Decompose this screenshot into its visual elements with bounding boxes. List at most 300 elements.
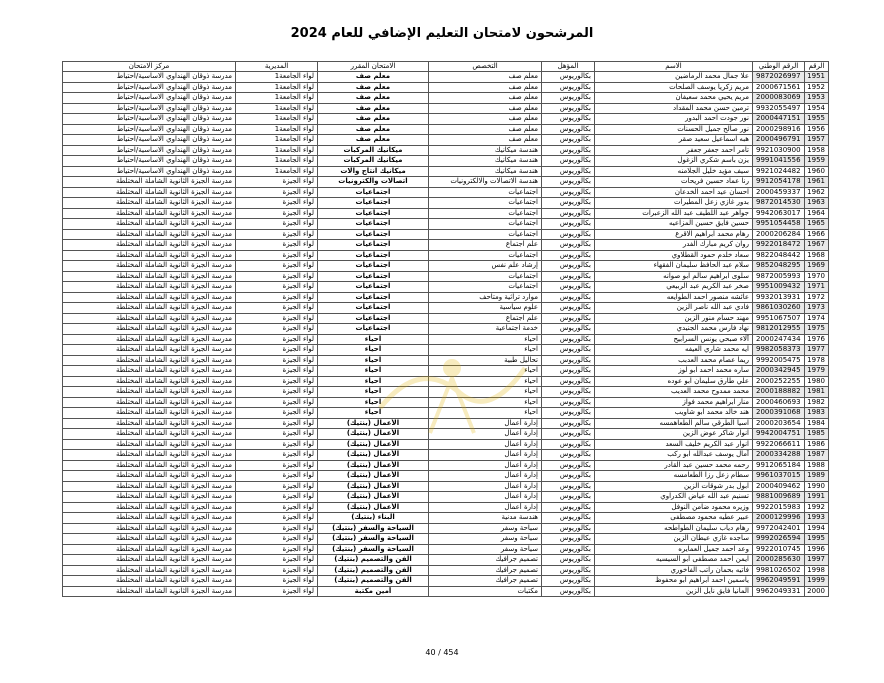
exam-center-cell: مدرسة الجيزة الثانوية الشاملة المختلطة <box>63 366 236 377</box>
directorate-cell: لواء الجيزة <box>236 324 318 335</box>
national-id-cell: 2000391068 <box>753 408 805 419</box>
exam-center-cell: مدرسة ذوقان الهنداوي الاساسية/احتياط <box>63 156 236 167</box>
national-id-cell: 2000671561 <box>753 82 805 93</box>
row-number-cell: 1966 <box>805 229 829 240</box>
row-number-cell: 1965 <box>805 219 829 230</box>
row-number-cell: 1967 <box>805 240 829 251</box>
qualification-cell: بكالوريوس <box>542 355 595 366</box>
specialty-cell: احياء <box>429 334 542 345</box>
exam-center-cell: مدرسة الجيزة الثانوية الشاملة المختلطة <box>63 271 236 282</box>
national-id-cell: 2000409462 <box>753 481 805 492</box>
exam-cell: السياحة والسفر (بنتيك) <box>318 523 429 534</box>
table-row <box>63 156 829 167</box>
national-id-cell: 2000188882 <box>753 387 805 398</box>
exam-cell: اجتماعيات <box>318 292 429 303</box>
national-id-cell: 9962049331 <box>753 586 805 597</box>
directorate-cell: لواء الجامعة1 <box>236 72 318 83</box>
row-number-cell: 1990 <box>805 481 829 492</box>
table-row <box>63 198 829 209</box>
name-cell: روان كريم مبارك الفدر <box>595 240 753 251</box>
table-row <box>63 450 829 461</box>
directorate-cell: لواء الجيزة <box>236 366 318 377</box>
directorate-cell: لواء الجيزة <box>236 418 318 429</box>
qualification-cell: بكالوريوس <box>542 324 595 335</box>
qualification-cell: بكالوريوس <box>542 187 595 198</box>
name-cell: ترمين حسن محمد المقداد <box>595 103 753 114</box>
qualification-cell: بكالوريوس <box>542 534 595 545</box>
row-number-cell: 1984 <box>805 418 829 429</box>
header-cell: الرقم <box>805 62 829 72</box>
national-id-cell: 9932013931 <box>753 292 805 303</box>
qualification-cell: بكالوريوس <box>542 292 595 303</box>
national-id-cell: 9922066611 <box>753 439 805 450</box>
national-id-cell: 9922018472 <box>753 240 805 251</box>
specialty-cell: إدارة أعمال <box>429 492 542 503</box>
header-cell: الامتحان المقرر <box>318 62 429 72</box>
table-body <box>63 72 829 597</box>
exam-center-cell: مدرسة الجيزة الثانوية الشاملة المختلطة <box>63 261 236 272</box>
row-number-cell: 1988 <box>805 460 829 471</box>
specialty-cell: هندسة ميكانيك <box>429 156 542 167</box>
qualification-cell: بكالوريوس <box>542 250 595 261</box>
directorate-cell: لواء الجيزة <box>236 408 318 419</box>
national-id-cell: 9932055497 <box>753 103 805 114</box>
exam-cell: الأعمال (بنتيك) <box>318 460 429 471</box>
specialty-cell: هندسة ميكانيك <box>429 145 542 156</box>
specialty-cell: سياحة وسفر <box>429 534 542 545</box>
directorate-cell: لواء الجيزة <box>236 429 318 440</box>
specialty-cell: تصميم جرافيك <box>429 576 542 587</box>
row-number-cell: 1968 <box>805 250 829 261</box>
exam-center-cell: مدرسة الجيزة الثانوية الشاملة المختلطة <box>63 460 236 471</box>
directorate-cell: لواء الجيزة <box>236 303 318 314</box>
qualification-cell: بكالوريوس <box>542 513 595 524</box>
exam-cell: اجتماعيات <box>318 187 429 198</box>
national-id-cell: 9981026502 <box>753 565 805 576</box>
exam-center-cell: مدرسة الجيزة الثانوية الشاملة المختلطة <box>63 418 236 429</box>
name-cell: تسنيم عبد الله عياض الكدراوي <box>595 492 753 503</box>
header-cell: التخصص <box>429 62 542 72</box>
national-id-cell: 9922015983 <box>753 502 805 513</box>
name-cell: ابول بدر شوقات الزين <box>595 481 753 492</box>
name-cell: ساره محمد احمد ابو لوز <box>595 366 753 377</box>
directorate-cell: لواء الجيزة <box>236 355 318 366</box>
directorate-cell: لواء الجامعة1 <box>236 145 318 156</box>
name-cell: سعاد خلدم حمود القطلاوي <box>595 250 753 261</box>
directorate-cell: لواء الجيزة <box>236 313 318 324</box>
specialty-cell: اجتماعيات <box>429 187 542 198</box>
name-cell: هند خالد محمد ابو شاويب <box>595 408 753 419</box>
row-number-cell: 1980 <box>805 376 829 387</box>
qualification-cell: بكالوريوس <box>542 387 595 398</box>
row-number-cell: 1971 <box>805 282 829 293</box>
exam-center-cell: مدرسة الجيزة الثانوية الشاملة المختلطة <box>63 387 236 398</box>
qualification-cell: بكالوريوس <box>542 492 595 503</box>
exam-center-cell: مدرسة ذوقان الهنداوي الاساسية/احتياط <box>63 72 236 83</box>
qualification-cell: بكالوريوس <box>542 198 595 209</box>
exam-center-cell: مدرسة الجيزة الثانوية الشاملة المختلطة <box>63 345 236 356</box>
exam-center-cell: مدرسة الجيزة الثانوية الشاملة المختلطة <box>63 544 236 555</box>
directorate-cell: لواء الجيزة <box>236 376 318 387</box>
table-row <box>63 187 829 198</box>
directorate-cell: لواء الجيزة <box>236 250 318 261</box>
specialty-cell: إدارة أعمال <box>429 439 542 450</box>
row-number-cell: 1995 <box>805 534 829 545</box>
table-row <box>63 460 829 471</box>
table-row <box>63 303 829 314</box>
table-row <box>63 324 829 335</box>
qualification-cell: بكالوريوس <box>542 565 595 576</box>
qualification-cell: بكالوريوس <box>542 429 595 440</box>
directorate-cell: لواء الجامعة1 <box>236 135 318 146</box>
national-id-cell: 9852048295 <box>753 261 805 272</box>
row-number-cell: 1953 <box>805 93 829 104</box>
national-id-cell: 9921024482 <box>753 166 805 177</box>
directorate-cell: لواء الجيزة <box>236 219 318 230</box>
national-id-cell: 9872014530 <box>753 198 805 209</box>
national-id-cell: 2000247434 <box>753 334 805 345</box>
table-row <box>63 334 829 345</box>
name-cell: سلوى ابراهيم سالم ابو صوانه <box>595 271 753 282</box>
table-row <box>63 208 829 219</box>
name-cell: نور صالح جميل الحسنات <box>595 124 753 135</box>
specialty-cell: احياء <box>429 376 542 387</box>
name-cell: حسين فايق حسين المزاعيه <box>595 219 753 230</box>
exam-cell: اجتماعيات <box>318 303 429 314</box>
table-row <box>63 250 829 261</box>
qualification-cell: بكالوريوس <box>542 334 595 345</box>
qualification-cell: بكالوريوس <box>542 82 595 93</box>
table-row <box>63 145 829 156</box>
table-row <box>63 355 829 366</box>
qualification-cell: بكالوريوس <box>542 208 595 219</box>
national-id-cell: 2000334288 <box>753 450 805 461</box>
qualification-cell: بكالوريوس <box>542 481 595 492</box>
qualification-cell: بكالوريوس <box>542 471 595 482</box>
qualification-cell: بكالوريوس <box>542 156 595 167</box>
exam-cell: أمين مكتبة <box>318 586 429 597</box>
exam-cell: السياحة والسفر (بنتيك) <box>318 534 429 545</box>
table-row <box>63 271 829 282</box>
name-cell: رنا عماد حسين فريحات <box>595 177 753 188</box>
exam-cell: احياء <box>318 408 429 419</box>
name-cell: نور جودت احمد البدور <box>595 114 753 125</box>
exam-center-cell: مدرسة الجيزة الثانوية الشاملة المختلطة <box>63 313 236 324</box>
table-row <box>63 82 829 93</box>
row-number-cell: 1955 <box>805 114 829 125</box>
table-row <box>63 103 829 114</box>
exam-center-cell: مدرسة الجيزة الثانوية الشاملة المختلطة <box>63 523 236 534</box>
directorate-cell: لواء الجيزة <box>236 492 318 503</box>
qualification-cell: بكالوريوس <box>542 124 595 135</box>
exam-center-cell: مدرسة الجيزة الثانوية الشاملة المختلطة <box>63 187 236 198</box>
exam-center-cell: مدرسة ذوقان الهنداوي الاساسية/احتياط <box>63 166 236 177</box>
qualification-cell: بكالوريوس <box>542 93 595 104</box>
directorate-cell: لواء الجيزة <box>236 544 318 555</box>
qualification-cell: بكالوريوس <box>542 166 595 177</box>
table-row <box>63 565 829 576</box>
exam-center-cell: مدرسة الجيزة الثانوية الشاملة المختلطة <box>63 177 236 188</box>
specialty-cell: اجتماعيات <box>429 282 542 293</box>
exam-center-cell: مدرسة الجيزة الثانوية الشاملة المختلطة <box>63 240 236 251</box>
specialty-cell: معلم صف <box>429 103 542 114</box>
directorate-cell: لواء الجيزة <box>236 523 318 534</box>
directorate-cell: لواء الجيزة <box>236 502 318 513</box>
exam-cell: ميكانيك المركبات <box>318 156 429 167</box>
exam-cell: احياء <box>318 397 429 408</box>
national-id-cell: 9861030260 <box>753 303 805 314</box>
directorate-cell: لواء الجيزة <box>236 555 318 566</box>
name-cell: وعد احمد جميل العمايره <box>595 544 753 555</box>
national-id-cell: 9822048442 <box>753 250 805 261</box>
exam-center-cell: مدرسة الجيزة الثانوية الشاملة المختلطة <box>63 408 236 419</box>
header-cell: الاسم <box>595 62 753 72</box>
qualification-cell: بكالوريوس <box>542 523 595 534</box>
specialty-cell: احياء <box>429 408 542 419</box>
directorate-cell: لواء الجيزة <box>236 439 318 450</box>
national-id-cell: 9942063017 <box>753 208 805 219</box>
table-row <box>63 555 829 566</box>
table-row <box>63 135 829 146</box>
qualification-cell: بكالوريوس <box>542 313 595 324</box>
directorate-cell: لواء الجيزة <box>236 450 318 461</box>
page-title: المرشحون لامتحان التعليم الإضافي للعام 2024 <box>290 26 594 41</box>
table-row <box>63 177 829 188</box>
national-id-cell: 9872026997 <box>753 72 805 83</box>
exam-center-cell: مدرسة الجيزة الثانوية الشاملة المختلطة <box>63 208 236 219</box>
row-number-cell: 1972 <box>805 292 829 303</box>
specialty-cell: اجتماعيات <box>429 271 542 282</box>
name-cell: رحمه محمد حسين عبد القادر <box>595 460 753 471</box>
exam-cell: معلم صف <box>318 135 429 146</box>
table-row <box>63 544 829 555</box>
exam-cell: معلم صف <box>318 93 429 104</box>
table-header-row <box>63 62 829 72</box>
national-id-cell: 9872005993 <box>753 271 805 282</box>
specialty-cell: تصميم جرافيك <box>429 555 542 566</box>
exam-center-cell: مدرسة الجيزة الثانوية الشاملة المختلطة <box>63 282 236 293</box>
directorate-cell: لواء الجيزة <box>236 576 318 587</box>
national-id-cell: 2000129996 <box>753 513 805 524</box>
directorate-cell: لواء الجيزة <box>236 208 318 219</box>
qualification-cell: بكالوريوس <box>542 439 595 450</box>
directorate-cell: لواء الجيزة <box>236 471 318 482</box>
row-number-cell: 1996 <box>805 544 829 555</box>
directorate-cell: لواء الجيزة <box>236 481 318 492</box>
exam-center-cell: مدرسة الجيزة الثانوية الشاملة المختلطة <box>63 439 236 450</box>
row-number-cell: 1998 <box>805 565 829 576</box>
qualification-cell: بكالوريوس <box>542 345 595 356</box>
national-id-cell: 2000460693 <box>753 397 805 408</box>
national-id-cell: 9812012955 <box>753 324 805 335</box>
row-number-cell: 1989 <box>805 471 829 482</box>
exam-center-cell: مدرسة الجيزة الثانوية الشاملة المختلطة <box>63 492 236 503</box>
directorate-cell: لواء الجيزة <box>236 177 318 188</box>
directorate-cell: لواء الجيزة <box>236 397 318 408</box>
name-cell: سلام عبد الحافظ سليمان الفقهاء <box>595 261 753 272</box>
exam-center-cell: مدرسة الجيزة الثانوية الشاملة المختلطة <box>63 429 236 440</box>
exam-center-cell: مدرسة ذوقان الهنداوي الاساسية/احتياط <box>63 135 236 146</box>
specialty-cell: هندسة الاتصالات والالكترونيات <box>429 177 542 188</box>
national-id-cell: 9951067507 <box>753 313 805 324</box>
directorate-cell: لواء الجيزة <box>236 282 318 293</box>
table-row <box>63 387 829 398</box>
specialty-cell: معلم صف <box>429 93 542 104</box>
exam-center-cell: مدرسة الجيزة الثانوية الشاملة المختلطة <box>63 198 236 209</box>
row-number-cell: 1979 <box>805 366 829 377</box>
name-cell: رهام دياب سليمان الطواطحه <box>595 523 753 534</box>
national-id-cell: 2000496791 <box>753 135 805 146</box>
specialty-cell: علم اجتماع <box>429 240 542 251</box>
row-number-cell: 1960 <box>805 166 829 177</box>
qualification-cell: بكالوريوس <box>542 240 595 251</box>
row-number-cell: 1978 <box>805 355 829 366</box>
national-id-cell: 9991041556 <box>753 156 805 167</box>
national-id-cell: 9922010745 <box>753 544 805 555</box>
candidates-table-wrapper <box>62 61 828 597</box>
name-cell: ايه محمد شاري العيفه <box>595 345 753 356</box>
directorate-cell: لواء الجامعة1 <box>236 93 318 104</box>
exam-cell: اجتماعيات <box>318 229 429 240</box>
qualification-cell: بكالوريوس <box>542 502 595 513</box>
table-row <box>63 93 829 104</box>
specialty-cell: معلم صف <box>429 82 542 93</box>
exam-center-cell: مدرسة الجيزة الثانوية الشاملة المختلطة <box>63 397 236 408</box>
exam-cell: معلم صف <box>318 124 429 135</box>
qualification-cell: بكالوريوس <box>542 544 595 555</box>
qualification-cell: بكالوريوس <box>542 135 595 146</box>
row-number-cell: 1951 <box>805 72 829 83</box>
directorate-cell: لواء الجامعة1 <box>236 82 318 93</box>
name-cell: فاتيه بحمان راتب الفاخوري <box>595 565 753 576</box>
directorate-cell: لواء الجيزة <box>236 334 318 345</box>
name-cell: علا جمال محمد الرماضين <box>595 72 753 83</box>
row-number-cell: 1993 <box>805 513 829 524</box>
name-cell: آلاء صبحي يونس السرابيح <box>595 334 753 345</box>
exam-center-cell: مدرسة الجيزة الثانوية الشاملة المختلطة <box>63 502 236 513</box>
national-id-cell: 9982058373 <box>753 345 805 356</box>
qualification-cell: بكالوريوس <box>542 303 595 314</box>
name-cell: نهاد فارس محمد الجنيدي <box>595 324 753 335</box>
row-number-cell: 1987 <box>805 450 829 461</box>
specialty-cell: هندسة مدنية <box>429 513 542 524</box>
table-row <box>63 124 829 135</box>
exam-center-cell: مدرسة الجيزة الثانوية الشاملة المختلطة <box>63 250 236 261</box>
name-cell: انوار عبد الكريم خليف السعد <box>595 439 753 450</box>
exam-cell: معلم صف <box>318 72 429 83</box>
specialty-cell: اجتماعيات <box>429 229 542 240</box>
table-row <box>63 481 829 492</box>
specialty-cell: سياحة وسفر <box>429 544 542 555</box>
name-cell: ريما عصام محمد العدبب <box>595 355 753 366</box>
specialty-cell: اجتماعيات <box>429 208 542 219</box>
qualification-cell: بكالوريوس <box>542 114 595 125</box>
exam-center-cell: مدرسة الجيزة الثانوية الشاملة المختلطة <box>63 229 236 240</box>
specialty-cell: إدارة أعمال <box>429 481 542 492</box>
exam-cell: اجتماعيات <box>318 282 429 293</box>
exam-cell: احياء <box>318 366 429 377</box>
row-number-cell: 2000 <box>805 586 829 597</box>
name-cell: اسيا الطرقي سالم الطعاهمسه <box>595 418 753 429</box>
specialty-cell: إدارة أعمال <box>429 471 542 482</box>
national-id-cell: 9912054178 <box>753 177 805 188</box>
specialty-cell: سياحة وسفر <box>429 523 542 534</box>
name-cell: صخر عبد الكريم عبد الربيعي <box>595 282 753 293</box>
exam-cell: اجتماعيات <box>318 240 429 251</box>
exam-cell: البناء (بنتيك) <box>318 513 429 524</box>
exam-center-cell: مدرسة الجيزة الثانوية الشاملة المختلطة <box>63 376 236 387</box>
national-id-cell: 2000252255 <box>753 376 805 387</box>
table-row <box>63 513 829 524</box>
directorate-cell: لواء الجامعة1 <box>236 103 318 114</box>
qualification-cell: بكالوريوس <box>542 271 595 282</box>
directorate-cell: لواء الجيزة <box>236 187 318 198</box>
exam-cell: اجتماعيات <box>318 324 429 335</box>
exam-center-cell: مدرسة الجيزة الثانوية الشاملة المختلطة <box>63 324 236 335</box>
name-cell: هبه اسماعيل سعيد صقر <box>595 135 753 146</box>
directorate-cell: لواء الجيزة <box>236 198 318 209</box>
specialty-cell: إدارة أعمال <box>429 450 542 461</box>
row-number-cell: 1994 <box>805 523 829 534</box>
row-number-cell: 1956 <box>805 124 829 135</box>
exam-cell: السياحة والسفر (بنتيك) <box>318 544 429 555</box>
specialty-cell: احياء <box>429 387 542 398</box>
row-number-cell: 1983 <box>805 408 829 419</box>
table-row <box>63 366 829 377</box>
exam-cell: احياء <box>318 355 429 366</box>
qualification-cell: بكالوريوس <box>542 103 595 114</box>
candidates-table <box>62 61 829 597</box>
table-row <box>63 114 829 125</box>
row-number-cell: 1964 <box>805 208 829 219</box>
directorate-cell: لواء الجيزة <box>236 387 318 398</box>
exam-cell: معلم صف <box>318 103 429 114</box>
exam-center-cell: مدرسة الجيزة الثانوية الشاملة المختلطة <box>63 450 236 461</box>
qualification-cell: بكالوريوس <box>542 586 595 597</box>
exam-cell: اجتماعيات <box>318 198 429 209</box>
row-number-cell: 1982 <box>805 397 829 408</box>
table-row <box>63 492 829 503</box>
table-row <box>63 576 829 587</box>
national-id-cell: 9942004751 <box>753 429 805 440</box>
specialty-cell: احياء <box>429 345 542 356</box>
exam-center-cell: مدرسة الجيزة الثانوية الشاملة المختلطة <box>63 471 236 482</box>
exam-cell: احياء <box>318 387 429 398</box>
name-cell: وزيره محمود ضامن النوفل <box>595 502 753 513</box>
exam-center-cell: مدرسة الجيزة الثانوية الشاملة المختلطة <box>63 481 236 492</box>
name-cell: جواهر عبد اللطيف عبد الله الزعبرات <box>595 208 753 219</box>
exam-cell: الأعمال (بنتيك) <box>318 439 429 450</box>
name-cell: ياسمين احمد ابراهيم ابو محفوظ <box>595 576 753 587</box>
exam-cell: اجتماعيات <box>318 313 429 324</box>
exam-cell: اجتماعيات <box>318 271 429 282</box>
row-number-cell: 1957 <box>805 135 829 146</box>
specialty-cell: موارد تراثية ومتاحف <box>429 292 542 303</box>
national-id-cell: 2000206284 <box>753 229 805 240</box>
specialty-cell: مكتبات <box>429 586 542 597</box>
qualification-cell: بكالوريوس <box>542 219 595 230</box>
name-cell: سيف مؤيد خليل الجلامنه <box>595 166 753 177</box>
exam-cell: الأعمال (بنتيك) <box>318 450 429 461</box>
name-cell: آمال يوسف عبدالله ابو ركب <box>595 450 753 461</box>
table-row <box>63 523 829 534</box>
specialty-cell: تصميم جرافيك <box>429 565 542 576</box>
exam-cell: اجتماعيات <box>318 208 429 219</box>
national-id-cell: 9992026594 <box>753 534 805 545</box>
row-number-cell: 1952 <box>805 82 829 93</box>
national-id-cell: 2000342945 <box>753 366 805 377</box>
table-row <box>63 408 829 419</box>
